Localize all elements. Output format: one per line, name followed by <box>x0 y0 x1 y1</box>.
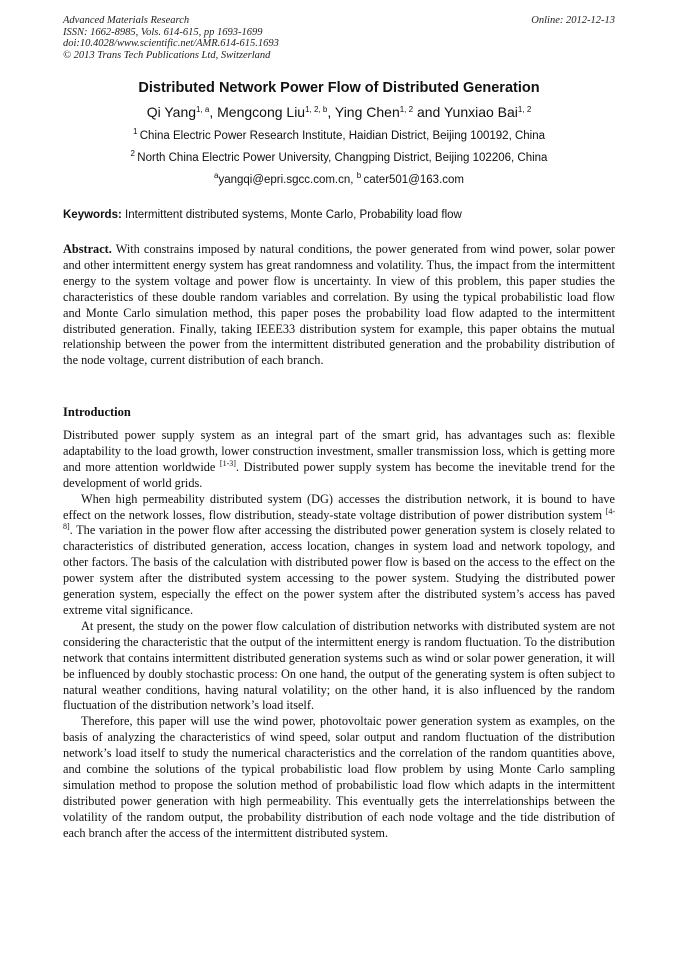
abstract-block <box>63 242 615 369</box>
paper-title: Distributed Network Power Flow of Distributed Generation <box>138 80 540 96</box>
paragraph <box>63 492 615 619</box>
affiliation-text: North China Electric Power University, Changping District, Beijing 102206, China <box>137 152 548 164</box>
author-name: Ying Chen <box>334 104 400 120</box>
abstract-text: With constrains imposed by natural conditions, the power generated from wind power, solar power and other intermittent energy system has great randomness and volatility. Thus, the impact from the intermittent energy to the system voltage and power flow is uncertainty. In view of this problem, this paper studies the characteristics of these double random variables and correlation. By using the typical probabilistic load flow and Monte Carlo simulation method, this paper poses the probability load flow adapted to the intermittent distributed generation. Finally, taking IEEE33 distribution system for example, this paper obtains the mutual relationship between the power from the intermittent distributed generation and the probability distribution of the node voltage, current distribution of each branch. <box>63 242 615 368</box>
keywords-label: Keywords: <box>63 209 122 221</box>
affiliation-1 <box>63 127 615 142</box>
journal-header <box>63 15 615 61</box>
email-a[interactable]: yangqi@epri.sgcc.com.cn, <box>218 174 354 186</box>
affiliation-mark: 1 <box>132 127 138 136</box>
author-list <box>63 104 615 120</box>
paragraph-text: Distributed power supply system as an integral part of the smart grid, has advantages such as: flexible adaptability to the load growth, lower construction investment, smaller transmission loss, which is getting more and more attention worldwide <box>63 428 615 474</box>
affiliation-text: China Electric Power Research Institute, Haidian District, Beijing 100192, China <box>139 130 546 142</box>
keywords-line <box>63 209 615 221</box>
author-name: Qi Yang <box>146 104 197 120</box>
author-affiliation-mark: 1, 2 <box>517 105 532 114</box>
email-mark: a <box>213 171 219 180</box>
citation[interactable]: [1-3] <box>219 458 236 468</box>
introduction-body <box>63 428 615 842</box>
author-name: Yunxiao Bai <box>443 104 518 120</box>
paragraph-text: . The variation in the power flow after accessing the distributed power generation system is closely related to characteristics of distributed generation, access location, changes in system load and network topology, and other factors. The basis of the calculation with distributed power flow is based on the access to the effect on the power system after the distributed system accessing to the power system. Studying the distributed power generation system, especially the effect on the power system after the distributed system’s access has paved extreme vital significance. <box>63 523 615 617</box>
citation[interactable]: [4-8] <box>63 506 615 532</box>
author-affiliation-mark: 1, 2 <box>399 105 414 114</box>
journal-name: Advanced Materials Research <box>63 15 190 26</box>
email-b[interactable]: cater501@163.com <box>363 174 464 186</box>
email-mark: b <box>356 171 362 180</box>
paragraph-text: When high permeability distributed system (DG) accesses the distribution network, it is bound to have effect on the network losses, flow distribution, steady-state voltage distribution of power distribution system <box>63 491 615 522</box>
author-affiliation-mark: 1, a <box>196 105 210 114</box>
issn-line: ISSN: 1662-8985, Vols. 614-615, pp 1693-1699 <box>63 26 263 38</box>
author-affiliation-mark: 1, 2, b <box>305 105 328 114</box>
affiliation-mark: 2 <box>130 149 135 158</box>
author-separator: , <box>327 104 335 120</box>
author-name: Mengcong Liu <box>217 104 306 120</box>
doi-line: doi:10.4028/www.scientific.net/AMR.614-615.1693 <box>63 38 279 49</box>
online-date: Online: 2012-12-13 <box>531 15 615 26</box>
author-separator: and <box>413 104 444 120</box>
paragraph-text: . Distributed power supply system has become the inevitable trend for the development of world grids. <box>63 459 616 490</box>
paragraph: At present, the study on the power flow calculation of distribution networks with distributed system are not considering the characteristic that the output of the intermittent energy is random fluctuation. To the distribution network that contains intermittent distributed generation systems such as wind or solar power generation, it will be influenced by doubly stochastic process: On one hand, the output of the generating system is often subject to natural weather conditions, having natural volatility; on the other hand, it is also influenced by the random fluctuation of the distribution network’s load itself. <box>63 618 615 713</box>
affiliation-2 <box>63 149 615 164</box>
paragraph: Therefore, this paper will use the wind power, photovoltaic power generation system as examples, on the basis of analyzing the characteristics of wind speed, solar output and random fluctuation of the distribution network’s load itself to study the numerical characteristics and the correlation of the random quantities above, and combine the solutions of the typical probabilistic load flow problem by using Monte Carlo sampling simulation method to propose the solution method of probabilistic load flow which adapts in the intermittent distributed power generation with high permeability. This eventually gets the interrelationships between the volatility of the random output, the probability distribution of each node voltage and the tide distribution of each branch after the access of the intermittent distributed system. <box>63 714 615 840</box>
abstract-label: Abstract. <box>63 242 112 256</box>
paragraph <box>63 428 615 492</box>
keywords-text: Intermittent distributed systems, Monte Carlo, Probability load flow <box>125 209 462 221</box>
author-emails <box>63 171 615 186</box>
introduction-heading: Introduction <box>63 405 131 419</box>
author-separator: , <box>209 104 218 120</box>
copyright-line: © 2013 Trans Tech Publications Ltd, Switzerland <box>63 49 271 61</box>
